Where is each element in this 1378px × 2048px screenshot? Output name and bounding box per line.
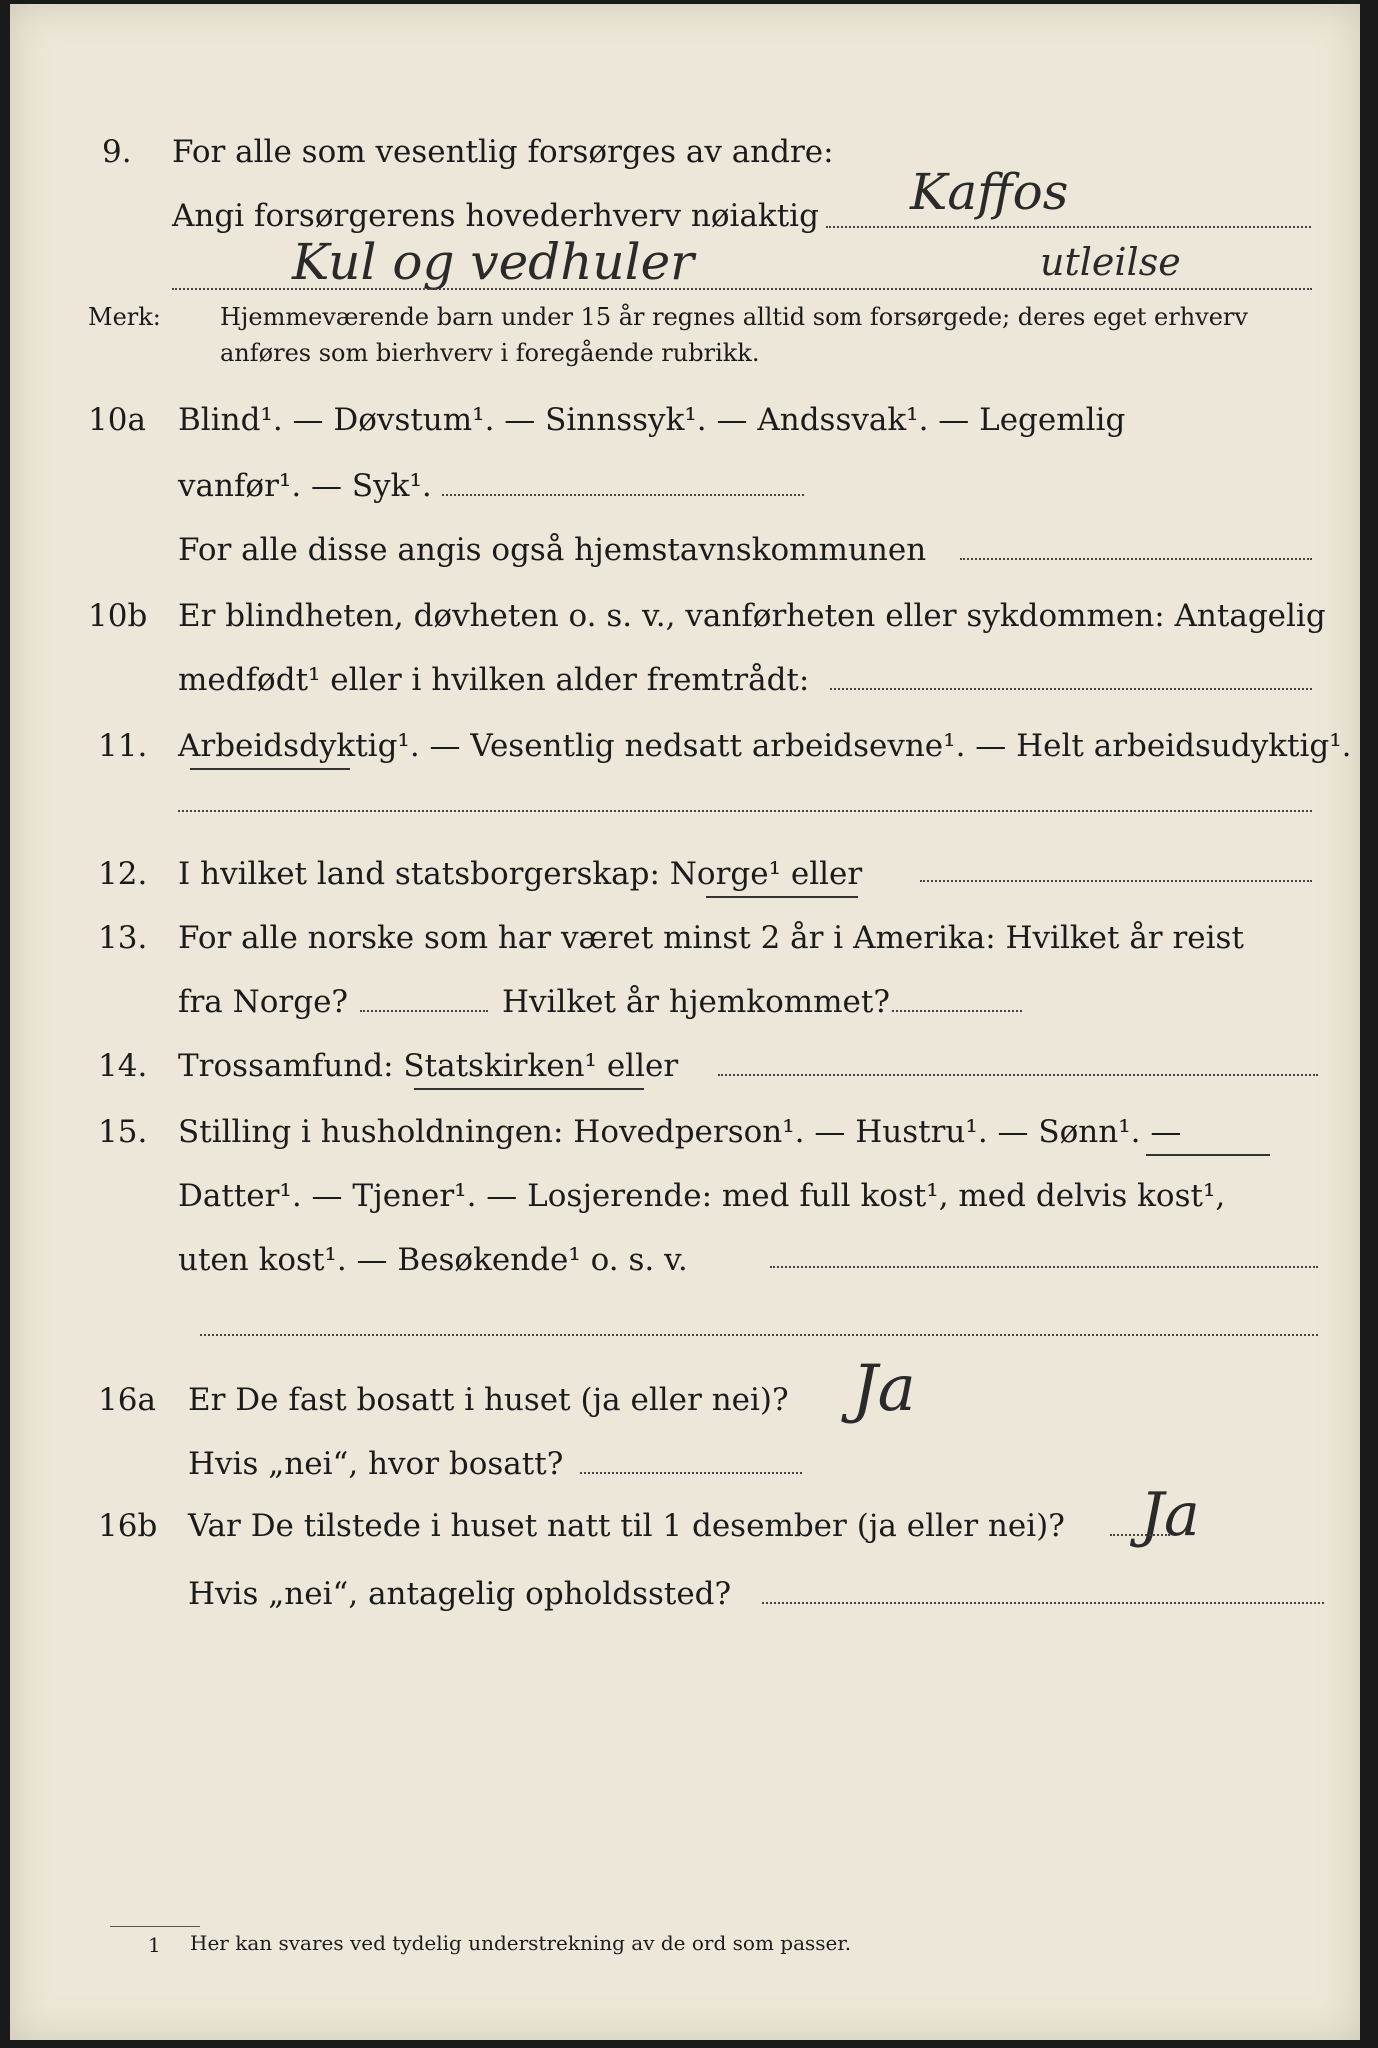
q11-line1: Arbeidsdyktig¹. — Vesentlig nedsatt arbeidsevne¹. — Helt arbeidsudyktig¹. — [178, 728, 1352, 764]
q16b-number: 16b — [98, 1508, 158, 1544]
q15-number: 15. — [98, 1114, 148, 1150]
q10b-number: 10b — [88, 598, 148, 634]
q15-line2: Datter¹. — Tjener¹. — Losjerende: med full kost¹, med delvis kost¹, — [178, 1178, 1226, 1214]
q10b-line1: Er blindheten, døvheten o. s. v., vanførheten eller sykdommen: Antagelig — [178, 598, 1326, 634]
q15-answer-line-2 — [200, 1334, 1318, 1336]
q14-underline — [414, 1088, 644, 1090]
q10a-line2: vanfør¹. — Syk¹. — [178, 468, 432, 504]
q9-number: 9. — [102, 134, 132, 170]
q9-answer-line — [826, 226, 1311, 228]
q10a-answer-line — [442, 494, 804, 496]
q10b-answer-line — [830, 688, 1312, 690]
footnote-text: Her kan svares ved tydelig understrekning av de ord som passer. — [190, 1931, 852, 1955]
q9-handwriting-b: Kul og vedhuler — [292, 233, 695, 291]
q12-line1: I hvilket land statsborgerskap: Norge¹ eller — [178, 856, 863, 892]
q12-answer-line — [920, 880, 1312, 882]
q13-answer-line-a — [360, 1010, 488, 1012]
q9-line1: For alle som vesentlig forsørges av andre: — [172, 134, 834, 170]
q16a-answer-line — [580, 1472, 802, 1474]
census-form-page — [10, 4, 1360, 2040]
merk-line2: anføres som bierhverv i foregående rubrikk. — [220, 339, 760, 367]
q16a-line2: Hvis „nei“, hvor bosatt? — [188, 1446, 564, 1482]
q9-line2: Angi forsørgerens hovederhverv nøiaktig — [172, 198, 819, 234]
q15-line1: Stilling i husholdningen: Hovedperson¹. — Hustru¹. — Sønn¹. — — [178, 1114, 1182, 1150]
q14-answer-line — [718, 1074, 1318, 1076]
q15-line3: uten kost¹. — Besøkende¹ o. s. v. — [178, 1242, 688, 1278]
q12-underline — [706, 896, 858, 898]
q11-number: 11. — [98, 728, 148, 764]
q10b-line2: medfødt¹ eller i hvilken alder fremtrådt: — [178, 662, 810, 698]
q15-underline — [1146, 1154, 1270, 1156]
q10a-line3: For alle disse angis også hjemstavnskommunen — [178, 532, 927, 568]
q10a-number: 10a — [88, 402, 146, 438]
q14-line1: Trossamfund: Statskirken¹ eller — [178, 1048, 679, 1084]
q16b-answer-line — [1110, 1534, 1170, 1536]
q15-answer-line — [770, 1266, 1318, 1268]
footnote-rule — [110, 1926, 200, 1927]
q12-number: 12. — [98, 856, 148, 892]
q9-answer-line-2 — [172, 288, 1312, 290]
merk-line1: Hjemmeværende barn under 15 år regnes alltid som forsørgede; deres eget erhverv — [220, 303, 1248, 331]
q13-number: 13. — [98, 920, 148, 956]
q13-line2a: fra Norge? — [178, 984, 349, 1020]
merk-label: Merk: — [88, 303, 161, 331]
footnote-mark: 1 — [148, 1933, 161, 1957]
q16b-handwriting: Ja — [1140, 1480, 1200, 1550]
q11-answer-line — [178, 810, 1312, 812]
q13-line1: For alle norske som har været minst 2 år i Amerika: Hvilket år reist — [178, 920, 1244, 956]
q10a-line1: Blind¹. — Døvstum¹. — Sinnssyk¹. — Andssvak¹. — Legemlig — [178, 402, 1126, 438]
q11-underline — [190, 768, 350, 770]
q10a-answer-line-2 — [960, 558, 1312, 560]
q13-line2b: Hvilket år hjemkommet? — [502, 984, 890, 1020]
q14-number: 14. — [98, 1048, 148, 1084]
q13-answer-line-b — [892, 1010, 1022, 1012]
q16b-answer-line-2 — [762, 1602, 1324, 1604]
q16a-number: 16a — [98, 1382, 156, 1418]
q16a-line1: Er De fast bosatt i huset (ja eller nei)? — [188, 1382, 789, 1418]
q16b-line2: Hvis „nei“, antagelig opholdssted? — [188, 1576, 732, 1612]
q9-handwriting-a: Kaffos — [910, 163, 1069, 221]
q16b-line1: Var De tilstede i huset natt til 1 desember (ja eller nei)? — [188, 1508, 1065, 1544]
q9-handwriting-c: utleilse — [1040, 240, 1181, 284]
q16a-handwriting: Ja — [852, 1352, 916, 1426]
